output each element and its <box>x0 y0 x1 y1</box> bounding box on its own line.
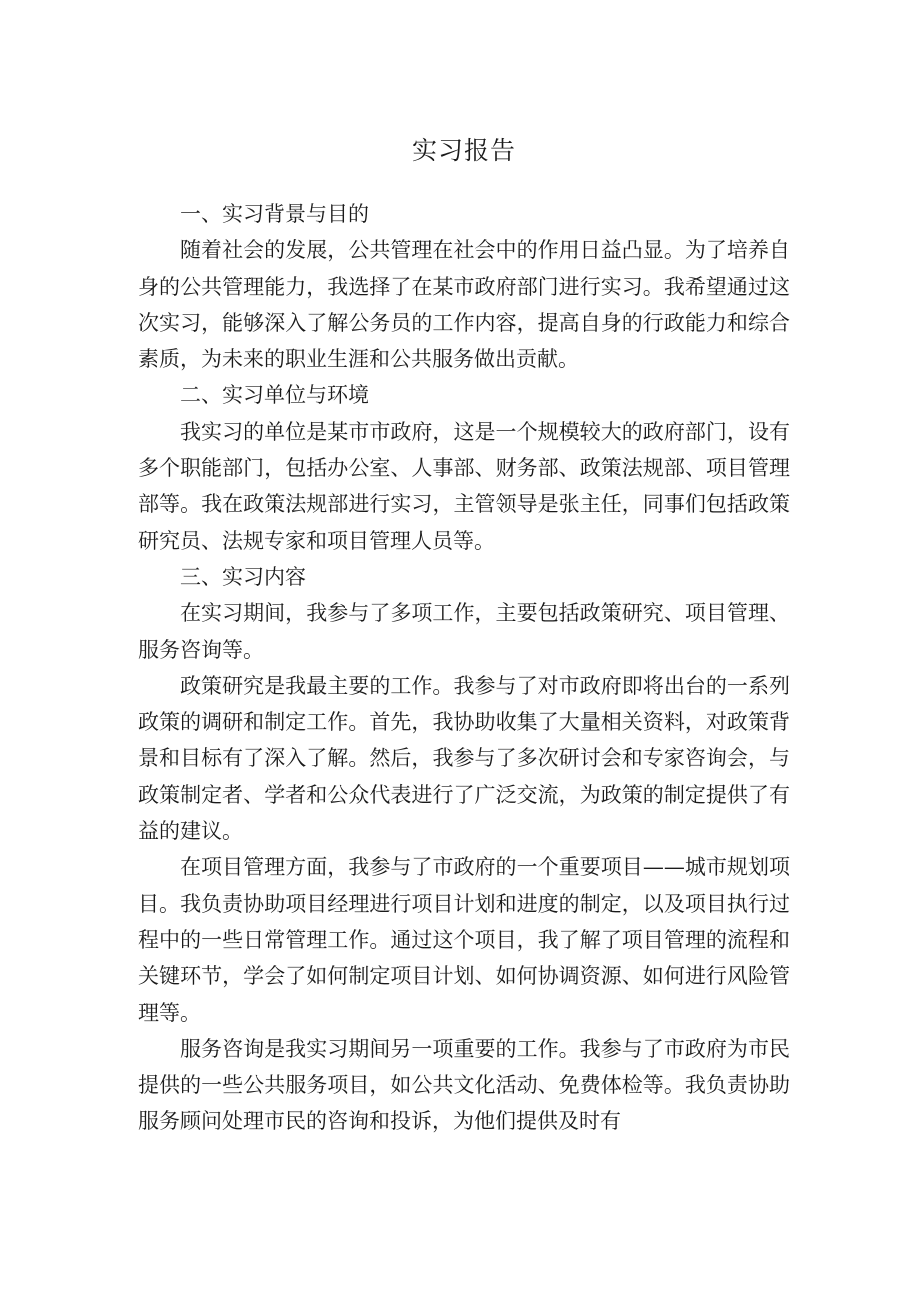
document-title: 实习报告 <box>411 136 516 165</box>
section-heading-unit: 二、实习单位与环境 <box>180 383 369 408</box>
document-body <box>138 196 790 1140</box>
paragraph-project-management: 在项目管理方面，我参与了市政府的一个重要项目——城市规划项目。我负责协助项目经理进行项目计划和进度的制定，以及项目执行过程中的一些日常管理工作。通过这个项目，我了解了项目管理的流程和关键环节，学会了如何制定项目计划、如何协调资源、如何进行风险管理等。 <box>138 855 790 1025</box>
paragraph-background: 随着社会的发展，公共管理在社会中的作用日益凸显。为了培养自身的公共管理能力，我选择了在某市政府部门进行实习。我希望通过这次实习，能够深入了解公务员的工作内容，提高自身的行政能力和综合素质，为未来的职业生涯和公共服务做出贡献。 <box>138 238 790 372</box>
section-heading-background: 一、实习背景与目的 <box>180 202 369 226</box>
paragraph-service-consulting: 服务咨询是我实习期间另一项重要的工作。我参与了市政府为市民提供的一些公共服务项目，如公共文化活动、免费体检等。我负责协助服务顾问处理市民的咨询和投诉，为他们提供及时有 <box>138 1036 790 1134</box>
paragraph-policy-research: 政策研究是我最主要的工作。我参与了对市政府即将出台的一系列政策的调研和制定工作。首先，我协助收集了大量相关资料，对政策背景和目标有了深入了解。然后，我参与了多次研讨会和专家咨询会，与政策制定者、学者和公众代表进行了广泛交流，为政策的制定提供了有益的建议。 <box>138 673 790 844</box>
paragraph-content-intro: 在实习期间，我参与了多项工作，主要包括政策研究、项目管理、服务咨询等。 <box>138 601 790 662</box>
section-heading-content: 三、实习内容 <box>180 564 306 589</box>
paragraph-unit: 我实习的单位是某市市政府，这是一个规模较大的政府部门，设有多个职能部门，包括办公室、人事部、财务部、政策法规部、项目管理部等。我在政策法规部进行实习，主管领导是张主任，同事们包括政策研究员、法规专家和项目管理人员等。 <box>138 419 790 553</box>
